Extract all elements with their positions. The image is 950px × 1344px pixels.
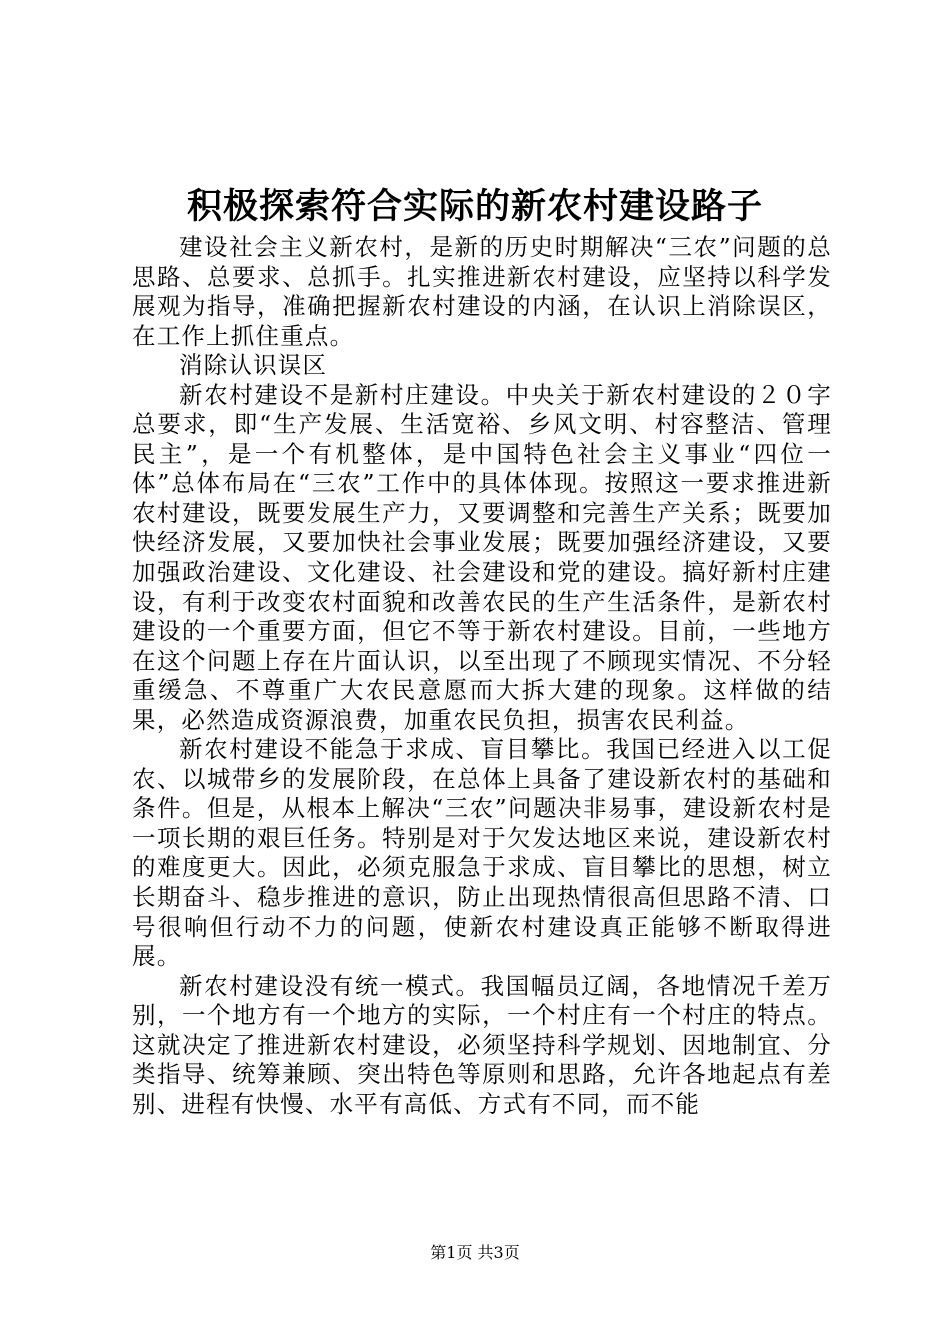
document-title: 积极探索符合实际的新农村建设路子 xyxy=(186,186,763,227)
page-footer: 第1页 共3页 xyxy=(430,1243,520,1262)
section-heading: 消除认识误区 xyxy=(179,351,328,380)
paragraph-no-unified-model: 新农村建设没有统一模式。我国幅员辽阔，各地情况千差万别，一个地方有一个地方的实际，一个村庄有一个村庄的特点。这就决定了推进新农村建设，必须坚持科学规划、因地制宜、分类指导、统筹兼顾、突出特色等原则和思路，允许各地起点有差别、进程有快慢、水平有高低、方式有不同，而不能 xyxy=(132,971,832,1118)
paragraph-intro: 建设社会主义新农村，是新的历史时期解决“三农”问题的总思路、总要求、总抓手。扎实推进新农村建设，应坚持以科学发展观为指导，准确把握新农村建设的内涵，在认识上消除误区，在工作上抓住重点。 xyxy=(132,233,832,350)
paragraph-not-hasty: 新农村建设不能急于求成、盲目攀比。我国已经进入以工促农、以城带乡的发展阶段，在总体上具备了建设新农村的基础和条件。但是，从根本上解决“三农”问题决非易事，建设新农村是一项长期的艰巨任务。特别是对于欠发达地区来说，建设新农村的难度更大。因此，必须克服急于求成、盲目攀比的思想，树立长期奋斗、稳步推进的意识，防止出现热情很高但思路不清、口号很响但行动不力的问题，使新农村建设真正能够不断取得进展。 xyxy=(132,735,832,971)
document-body xyxy=(132,233,832,1119)
paragraph-not-new-village: 新农村建设不是新村庄建设。中央关于新农村建设的２０字总要求，即“生产发展、生活宽裕、乡风文明、村容整洁、管理民主”，是一个有机整体，是中国特色社会主义事业“四位一体”总体布局在“三农”工作中的具体体现。按照这一要求推进新农村建设，既要发展生产力，又要调整和完善生产关系；既要加快经济发展，又要加快社会事业发展；既要加强经济建设，又要加强政治建设、文化建设、社会建设和党的建设。搞好新村庄建设，有利于改变农村面貌和改善农民的生产生活条件，是新农村建设的一个重要方面，但它不等于新农村建设。目前，一些地方在这个问题上存在片面认识，以至出现了不顾现实情况、不分轻重缓急、不尊重广大农民意愿而大拆大建的现象。这样做的结果，必然造成资源浪费，加重农民负担，损害农民利益。 xyxy=(132,380,832,734)
